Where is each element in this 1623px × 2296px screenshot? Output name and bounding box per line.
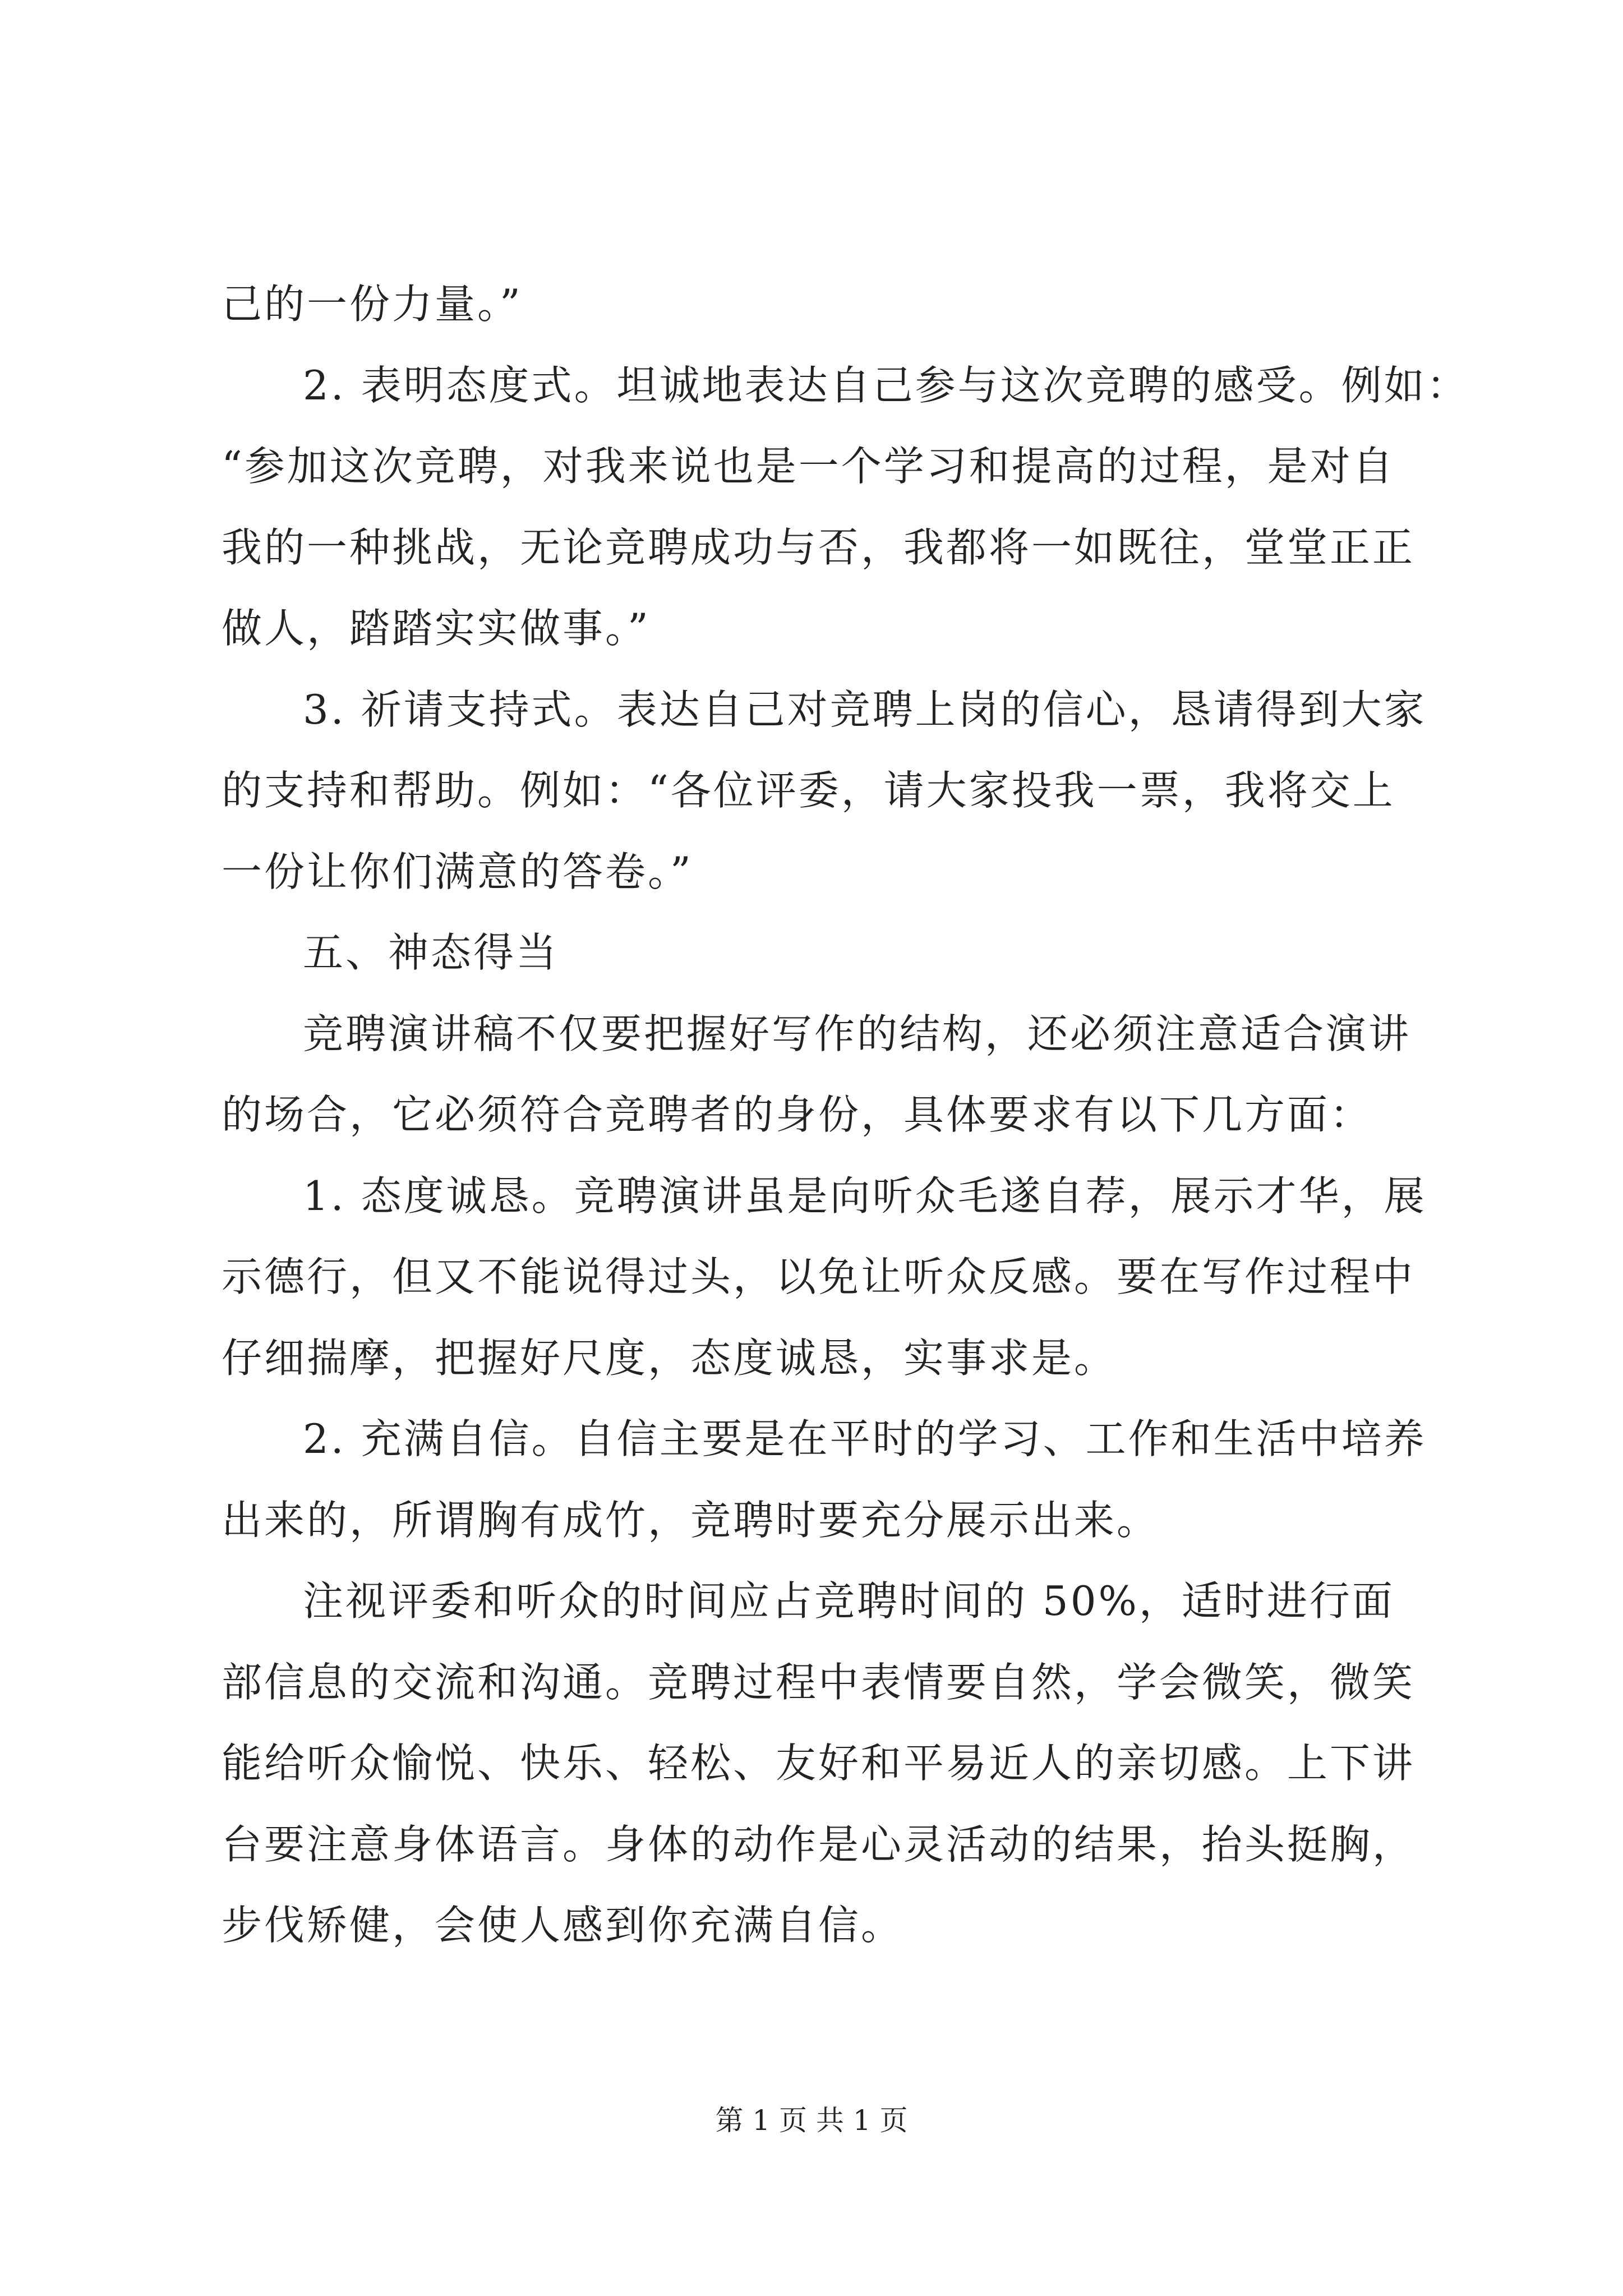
paragraph-line: 注视评委和听众的时间应占竞聘时间的 50%，适时进行面 [303,1577,1395,1625]
paragraph-line: 步伐矫健，会使人感到你充满自信。 [222,1902,904,1949]
paragraph-line: 示德行，但又不能说得过头，以免让听众反感。要在写作过程中 [222,1253,1415,1300]
paragraph-line: 部信息的交流和沟通。竞聘过程中表情要自然，学会微笑，微笑 [222,1658,1415,1706]
paragraph-line: 一份让你们满意的答卷。” [222,848,693,895]
paragraph-line: 出来的，所谓胸有成竹，竞聘时要充分展示出来。 [222,1496,1160,1544]
paragraph-line: 我的一种挑战，无论竞聘成功与否，我都将一如既往，堂堂正正 [222,523,1415,571]
paragraph-line: 做人，踏踏实实做事。” [222,605,651,652]
paragraph-line: 2. 充满自信。自信主要是在平时的学习、工作和生活中培养 [303,1415,1427,1462]
paragraph-line: 竞聘演讲稿不仅要把握好写作的结构，还必须注意适合演讲 [303,1010,1412,1057]
paragraph-line: 台要注意身体语言。身体的动作是心灵活动的结果，抬头挺胸， [222,1820,1415,1868]
paragraph-line: 能给听众愉悦、快乐、轻松、友好和平易近人的亲切感。上下讲 [222,1740,1415,1787]
section-heading: 五、神态得当 [303,929,559,976]
paragraph-line: 的支持和帮助。例如：“各位评委，请大家投我一票，我将交上 [222,767,1395,814]
paragraph-line: 1. 态度诚恳。竞聘演讲虽是向听众毛遂自荐，展示才华，展 [303,1172,1427,1220]
paragraph-line: 2. 表明态度式。坦诚地表达自己参与这次竞聘的感受。例如： [303,361,1469,409]
paragraph-line: 己的一份力量。” [222,280,523,328]
paragraph-line: 3. 祈请支持式。表达自己对竞聘上岗的信心，恳请得到大家 [303,685,1427,733]
document-body [222,264,1469,1966]
paragraph-line: “参加这次竞聘，对我来说也是一个学习和提高的过程，是对自 [222,443,1395,490]
paragraph-line: 仔细揣摩，把握好尺度，态度诚恳，实事求是。 [222,1334,1117,1382]
page-number-footer: 第 1 页 共 1 页 [715,2104,908,2137]
paragraph-line: 的场合，它必须符合竞聘者的身份，具体要求有以下几方面： [222,1091,1373,1138]
